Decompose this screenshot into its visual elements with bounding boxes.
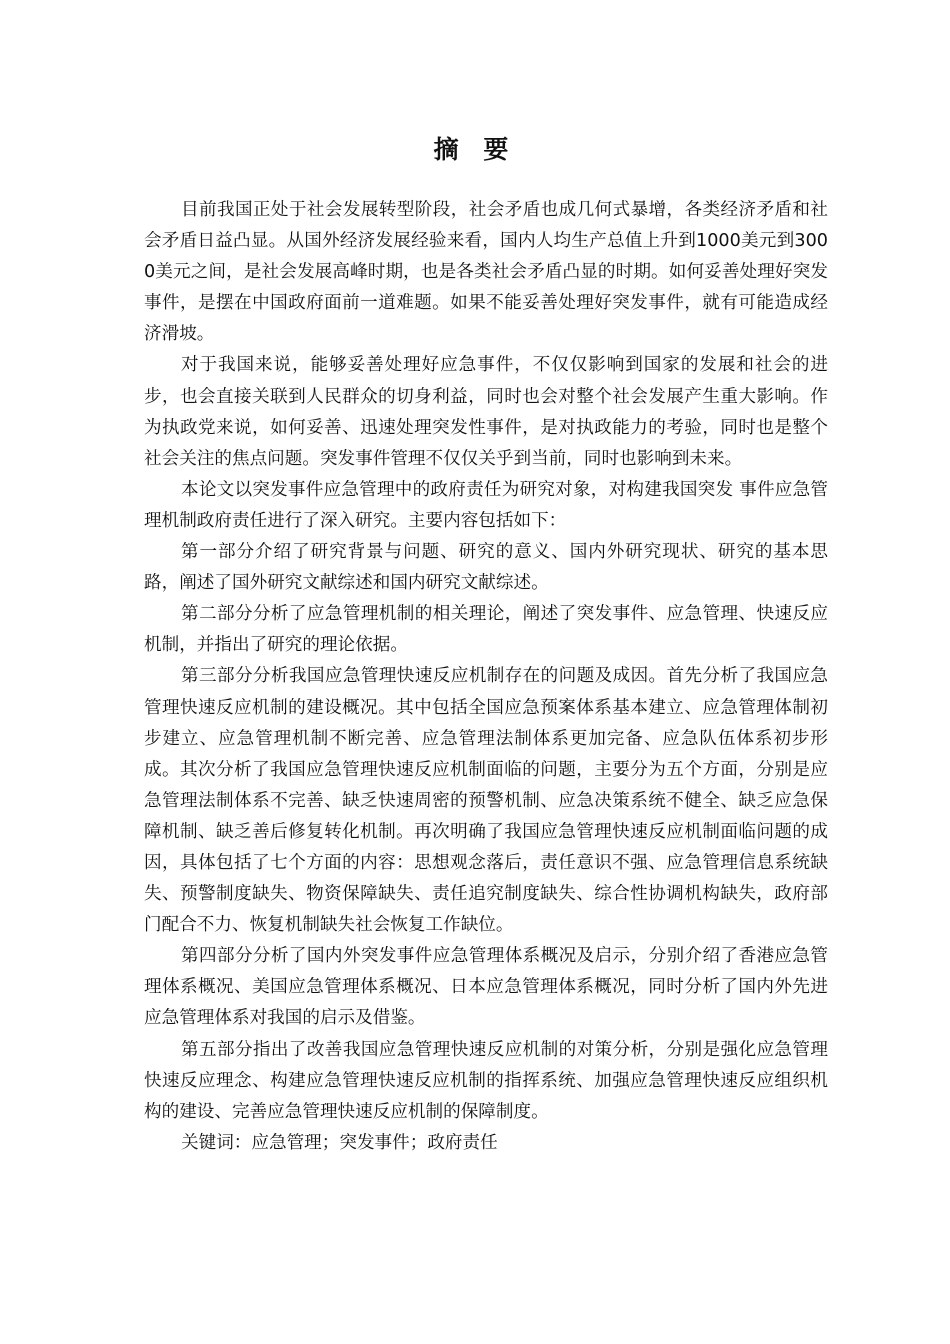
- abstract-paragraph-8: 第五部分指出了改善我国应急管理快速反应机制的对策分析，分别是强化应急管理快速反应理念、构建应急管理快速反应机制的指挥系统、加强应急管理快速反应组织机构的建设、完善应急管理快速反应机制的保障制度。: [144, 1039, 828, 1122]
- abstract-paragraph-1: 目前我国正处于社会发展转型阶段，社会矛盾也成几何式暴增，各类经济矛盾和社会矛盾日益凸显。从国外经济发展经验来看，国内人均生产总值上升到1000美元到3000美元之间，是社会发展高峰时期，也是各类社会矛盾凸显的时期。如何妥善处理好突发事件，是摆在中国政府面前一道难题。如果不能妥善处理好突发事件，就有可能造成经济滑坡。: [144, 200, 829, 345]
- abstract-paragraph-3: 本论文以突发事件应急管理中的政府责任为研究对象，对构建我国突发 事件应急管理机制政府责任进行了深入研究。主要内容包括如下：: [144, 479, 828, 531]
- keywords-line: 关键词：应急管理；突发事件；政府责任: [181, 1132, 498, 1153]
- abstract-paragraph-5: 第二部分分析了应急管理机制的相关理论，阐述了突发事件、应急管理、快速反应机制，并指出了研究的理论依据。: [144, 604, 828, 656]
- abstract-paragraph-7: 第四部分分析了国内外突发事件应急管理体系概况及启示，分别介绍了香港应急管理体系概况、美国应急管理体系概况、日本应急管理体系概况，同时分析了国内外先进应急管理体系对我国的启示及借鉴。: [144, 946, 828, 1029]
- abstract-body: [144, 195, 828, 1159]
- abstract-paragraph-6: 第三部分分析我国应急管理快速反应机制存在的问题及成因。首先分析了我国应急管理快速反应机制的建设概况。其中包括全国应急预案体系基本建立、应急管理体制初步建立、应急管理机制不断完善、应急管理法制体系更加完备、应急队伍体系初步形成。其次分析了我国应急管理快速反应机制面临的问题，主要分为五个方面，分别是应急管理法制体系不完善、缺乏快速周密的预警机制、应急决策系统不健全、缺乏应急保障机制、缺乏善后修复转化机制。再次明确了我国应急管理快速反应机制面临问题的成因，具体包括了七个方面的内容：思想观念落后，责任意识不强、应急管理信息系统缺失、预警制度缺失、物资保障缺失、责任追究制度缺失、综合性协调机构缺失，政府部门配合不力、恢复机制缺失社会恢复工作缺位。: [144, 666, 828, 936]
- page-title: 摘 要: [433, 135, 517, 164]
- abstract-paragraph-4: 第一部分介绍了研究背景与问题、研究的意义、国内外研究现状、研究的基本思路，阐述了国外研究文献综述和国内研究文献综述。: [144, 542, 828, 594]
- abstract-paragraph-2: 对于我国来说，能够妥善处理好应急事件，不仅仅影响到国家的发展和社会的进步，也会直接关联到人民群众的切身利益，同时也会对整个社会发展产生重大影响。作为执政党来说，如何妥善、迅速处理突发性事件，是对执政能力的考验，同时也是整个社会关注的焦点问题。突发事件管理不仅仅关乎到当前，同时也影响到未来。: [144, 355, 828, 469]
